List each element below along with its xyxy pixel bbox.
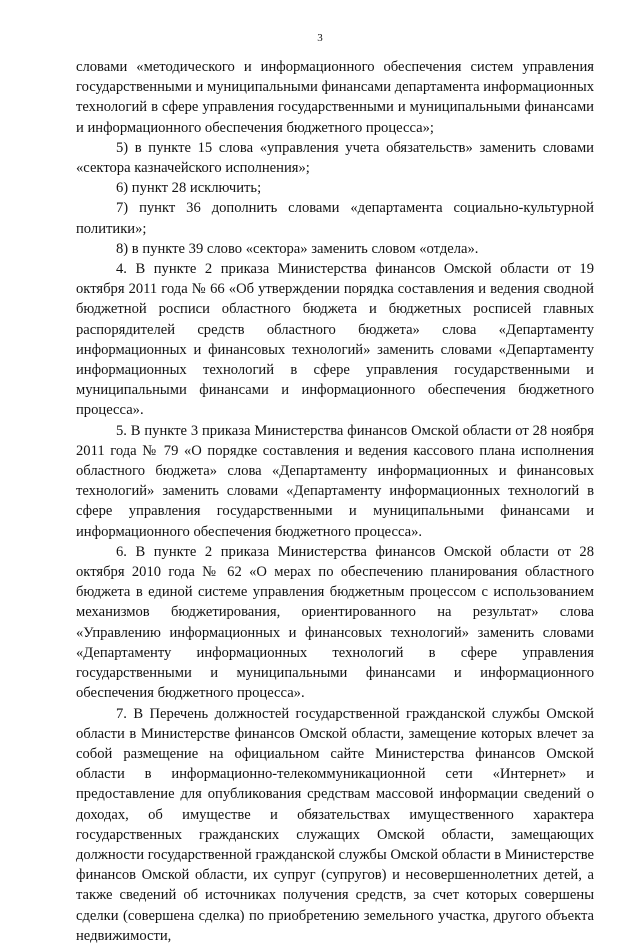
- document-body: [76, 57, 594, 946]
- paragraph-item-8: 8) в пункте 39 слово «сектора» заменить словом «отдела».: [116, 240, 479, 257]
- paragraph-item-7: 7) пункт 36 дополнить словами «департамента социально-культурной политики»;: [76, 200, 594, 237]
- paragraph-section-7: 7. В Перечень должностей государственной гражданской службы Омской области в Министерстве финансов Омской области, замещение которых влечет за собой размещение на официальном сайте Министерства финансов Омской области в информационно-телекоммуникационной сети «Интернет» и предоставление для опубликования средствам массовой информации сведений о доходах, об имуществе и обязательствах имущественного характера государственных гражданских служащих Омской области, замещающих должности государственной гражданской службы Омской области в Министерстве финансов Омской области, их супруг (супругов) и несовершеннолетних детей, а также сведений об источниках получения средств, за счет которых совершены сделки (совершена сделка) по приобретению земельного участка, другого объекта недвижимости,: [76, 705, 594, 944]
- paragraph-continuation: словами «методического и информационного обеспечения систем управления государственными и муниципальными финансами департамента информационных технологий в сфере управления государственными и муниципальными финансами и информационного обеспечения бюджетного процесса»;: [76, 59, 594, 136]
- page-number: 3: [317, 32, 323, 44]
- paragraph-section-6: 6. В пункте 2 приказа Министерства финансов Омской области от 28 октября 2010 года № 62 «О мерах по обеспечению планирования областного бюджета в единой системе управления бюджетным процессом с использованием механизмов бюджетирования, ориентированного на результат» слова «Управлению информационных и финансовых технологий» заменить словами «Департаменту информационных технологий в сфере управления государственными и муниципальными финансами и информационного обеспечения бюджетного процесса».: [76, 543, 594, 702]
- paragraph-section-5: 5. В пункте 3 приказа Министерства финансов Омской области от 28 ноября 2011 года № 79 «О порядке составления и ведения кассового плана исполнения областного бюджета» слова «Департаменту информационных и финансовых технологий» заменить словами «Департаменту информационных технологий в сфере управления государственными и муниципальными финансами и информационного обеспечения бюджетного процесса».: [76, 422, 594, 540]
- paragraph-item-5: 5) в пункте 15 слова «управления учета обязательств» заменить словами «сектора казначейского исполнения»;: [76, 139, 594, 177]
- paragraph-item-6: 6) пункт 28 исключить;: [116, 180, 262, 197]
- paragraph-section-4: 4. В пункте 2 приказа Министерства финансов Омской области от 19 октября 2011 года № 66 «Об утверждении порядка составления и ведения сводной бюджетной росписи областного бюджета и бюджетных росписей главных распорядителей средств областного бюджета» слова «Департаменту информационных и финансовых технологий» заменить словами «Департаменту информационных технологий в сфере управления государственными и муниципальными финансами и информационного обеспечения бюджетного процесса».: [76, 261, 594, 419]
